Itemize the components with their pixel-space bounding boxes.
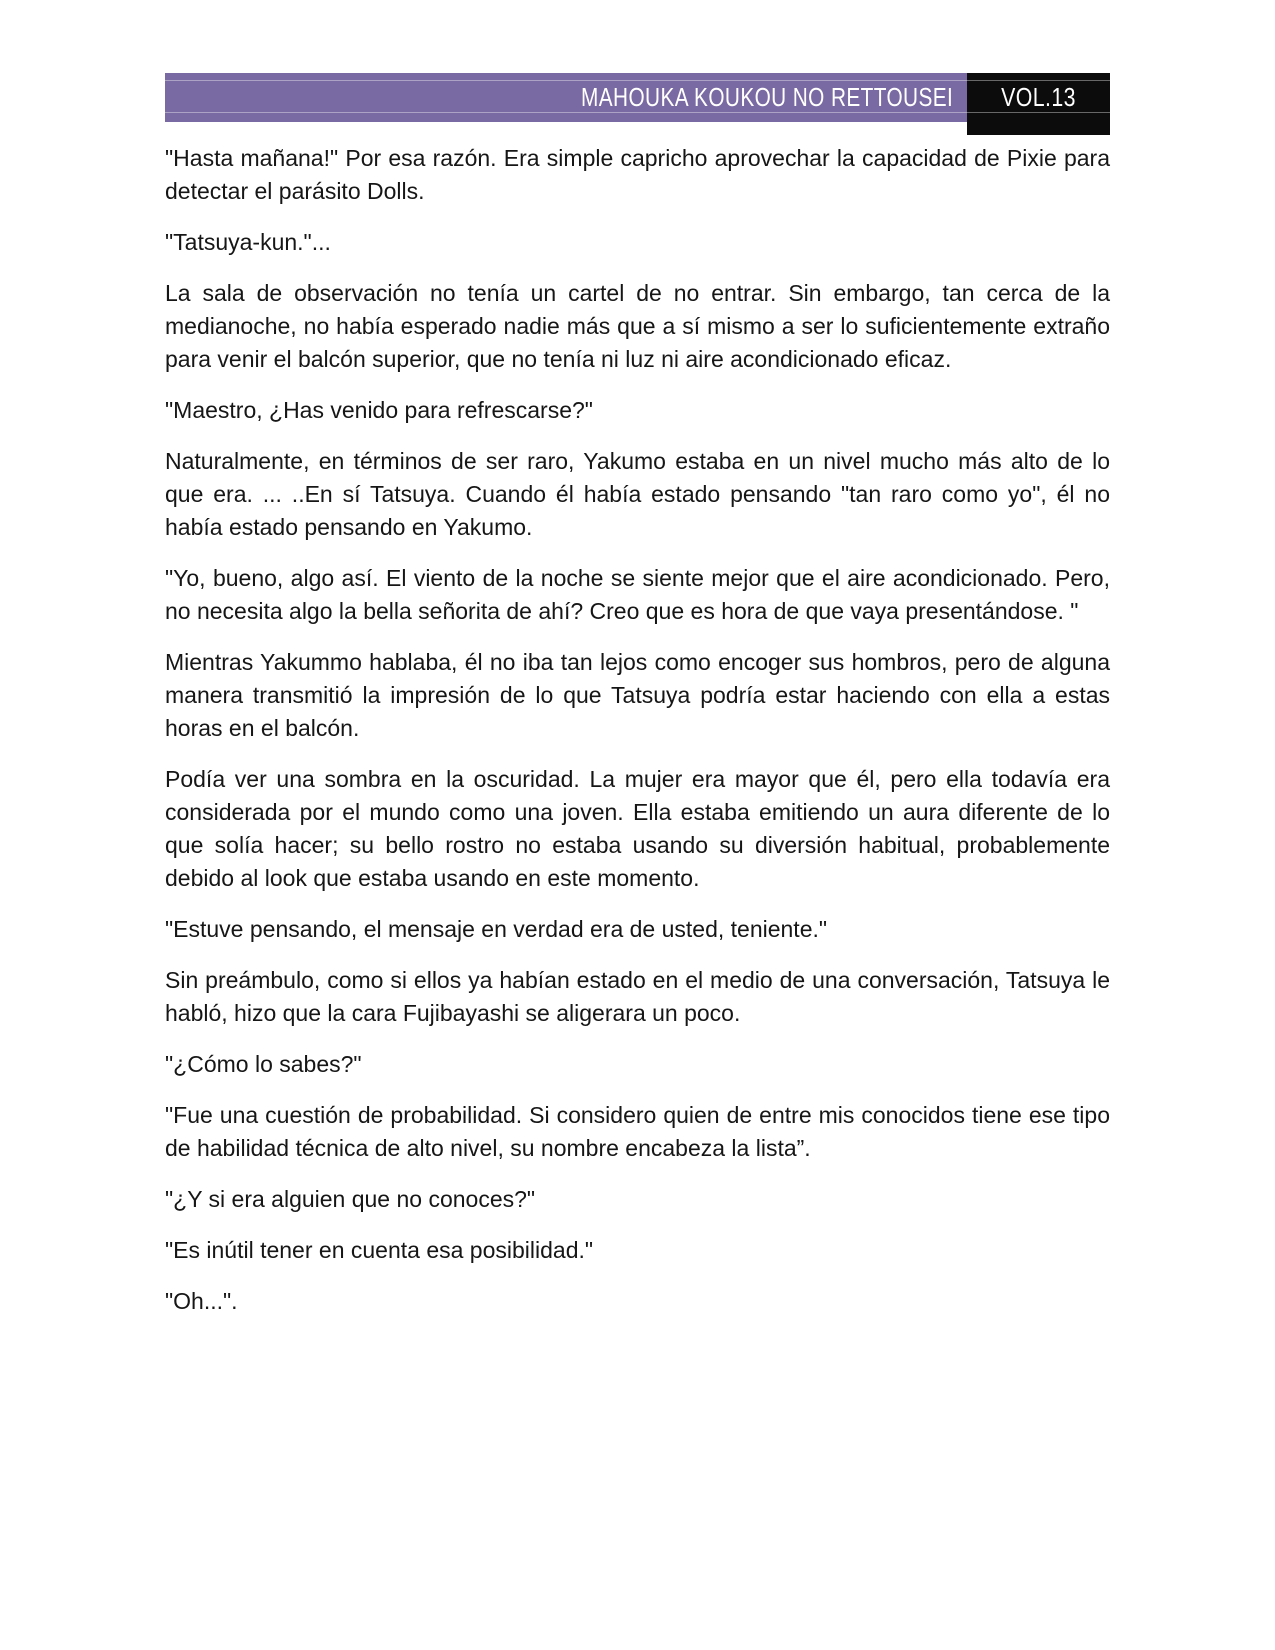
paragraph: "Yo, bueno, algo así. El viento de la noche se siente mejor que el aire acondicionado. Pero, no necesita algo la bella señorita de ahí? Creo que es hora de que vaya presentándose. " (165, 565, 1110, 624)
page-text (165, 142, 1110, 1336)
header-title: MAHOUKA KOUKOU NO RETTOUSEI (580, 82, 953, 112)
page-header (165, 73, 1110, 135)
paragraph: "Tatsuya-kun."... (165, 229, 331, 255)
paragraph: Naturalmente, en términos de ser raro, Yakumo estaba en un nivel mucho más alto de lo que era. ... ..En sí Tatsuya. Cuando él había estado pensando "tan raro como yo", él no había estado pensando en Yakumo. (165, 448, 1110, 540)
paragraph: "Hasta mañana!" Por esa razón. Era simple capricho aprovechar la capacidad de Pixie para detectar el parásito Dolls. (165, 145, 1110, 204)
paragraph: "Fue una cuestión de probabilidad. Si considero quien de entre mis conocidos tiene ese tipo de habilidad técnica de alto nivel, su nombre encabeza la lista”. (165, 1102, 1110, 1161)
paragraph: "Oh...". (165, 1288, 238, 1314)
paragraph: Sin preámbulo, como si ellos ya habían estado en el medio de una conversación, Tatsuya le habló, hizo que la cara Fujibayashi se aligerara un poco. (165, 967, 1110, 1026)
volume-badge (967, 73, 1110, 135)
paragraph: "Estuve pensando, el mensaje en verdad era de usted, teniente." (165, 916, 828, 942)
paragraph: "Maestro, ¿Has venido para refrescarse?" (165, 397, 593, 423)
header-bar (165, 73, 967, 122)
volume-label: VOL.13 (1001, 82, 1076, 112)
paragraph: "¿Cómo lo sabes?" (165, 1051, 362, 1077)
paragraph: Podía ver una sombra en la oscuridad. La mujer era mayor que él, pero ella todavía era considerada por el mundo como una joven. Ella estaba emitiendo un aura diferente de lo que solía hacer; su bello rostro no estaba usando su diversión habitual, probablemente debido al look que estaba usando en este momento. (165, 766, 1110, 891)
paragraph: "¿Y si era alguien que no conoces?" (165, 1186, 536, 1212)
paragraph: Mientras Yakummo hablaba, él no iba tan lejos como encoger sus hombros, pero de alguna manera transmitió la impresión de lo que Tatsuya podría estar haciendo con ella a estas horas en el balcón. (165, 649, 1110, 741)
paragraph: La sala de observación no tenía un cartel de no entrar. Sin embargo, tan cerca de la medianoche, no había esperado nadie más que a sí mismo a ser lo suficientemente extraño para venir el balcón superior, que no tenía ni luz ni aire acondicionado eficaz. (165, 280, 1110, 372)
paragraph: "Es inútil tener en cuenta esa posibilidad." (165, 1237, 594, 1263)
